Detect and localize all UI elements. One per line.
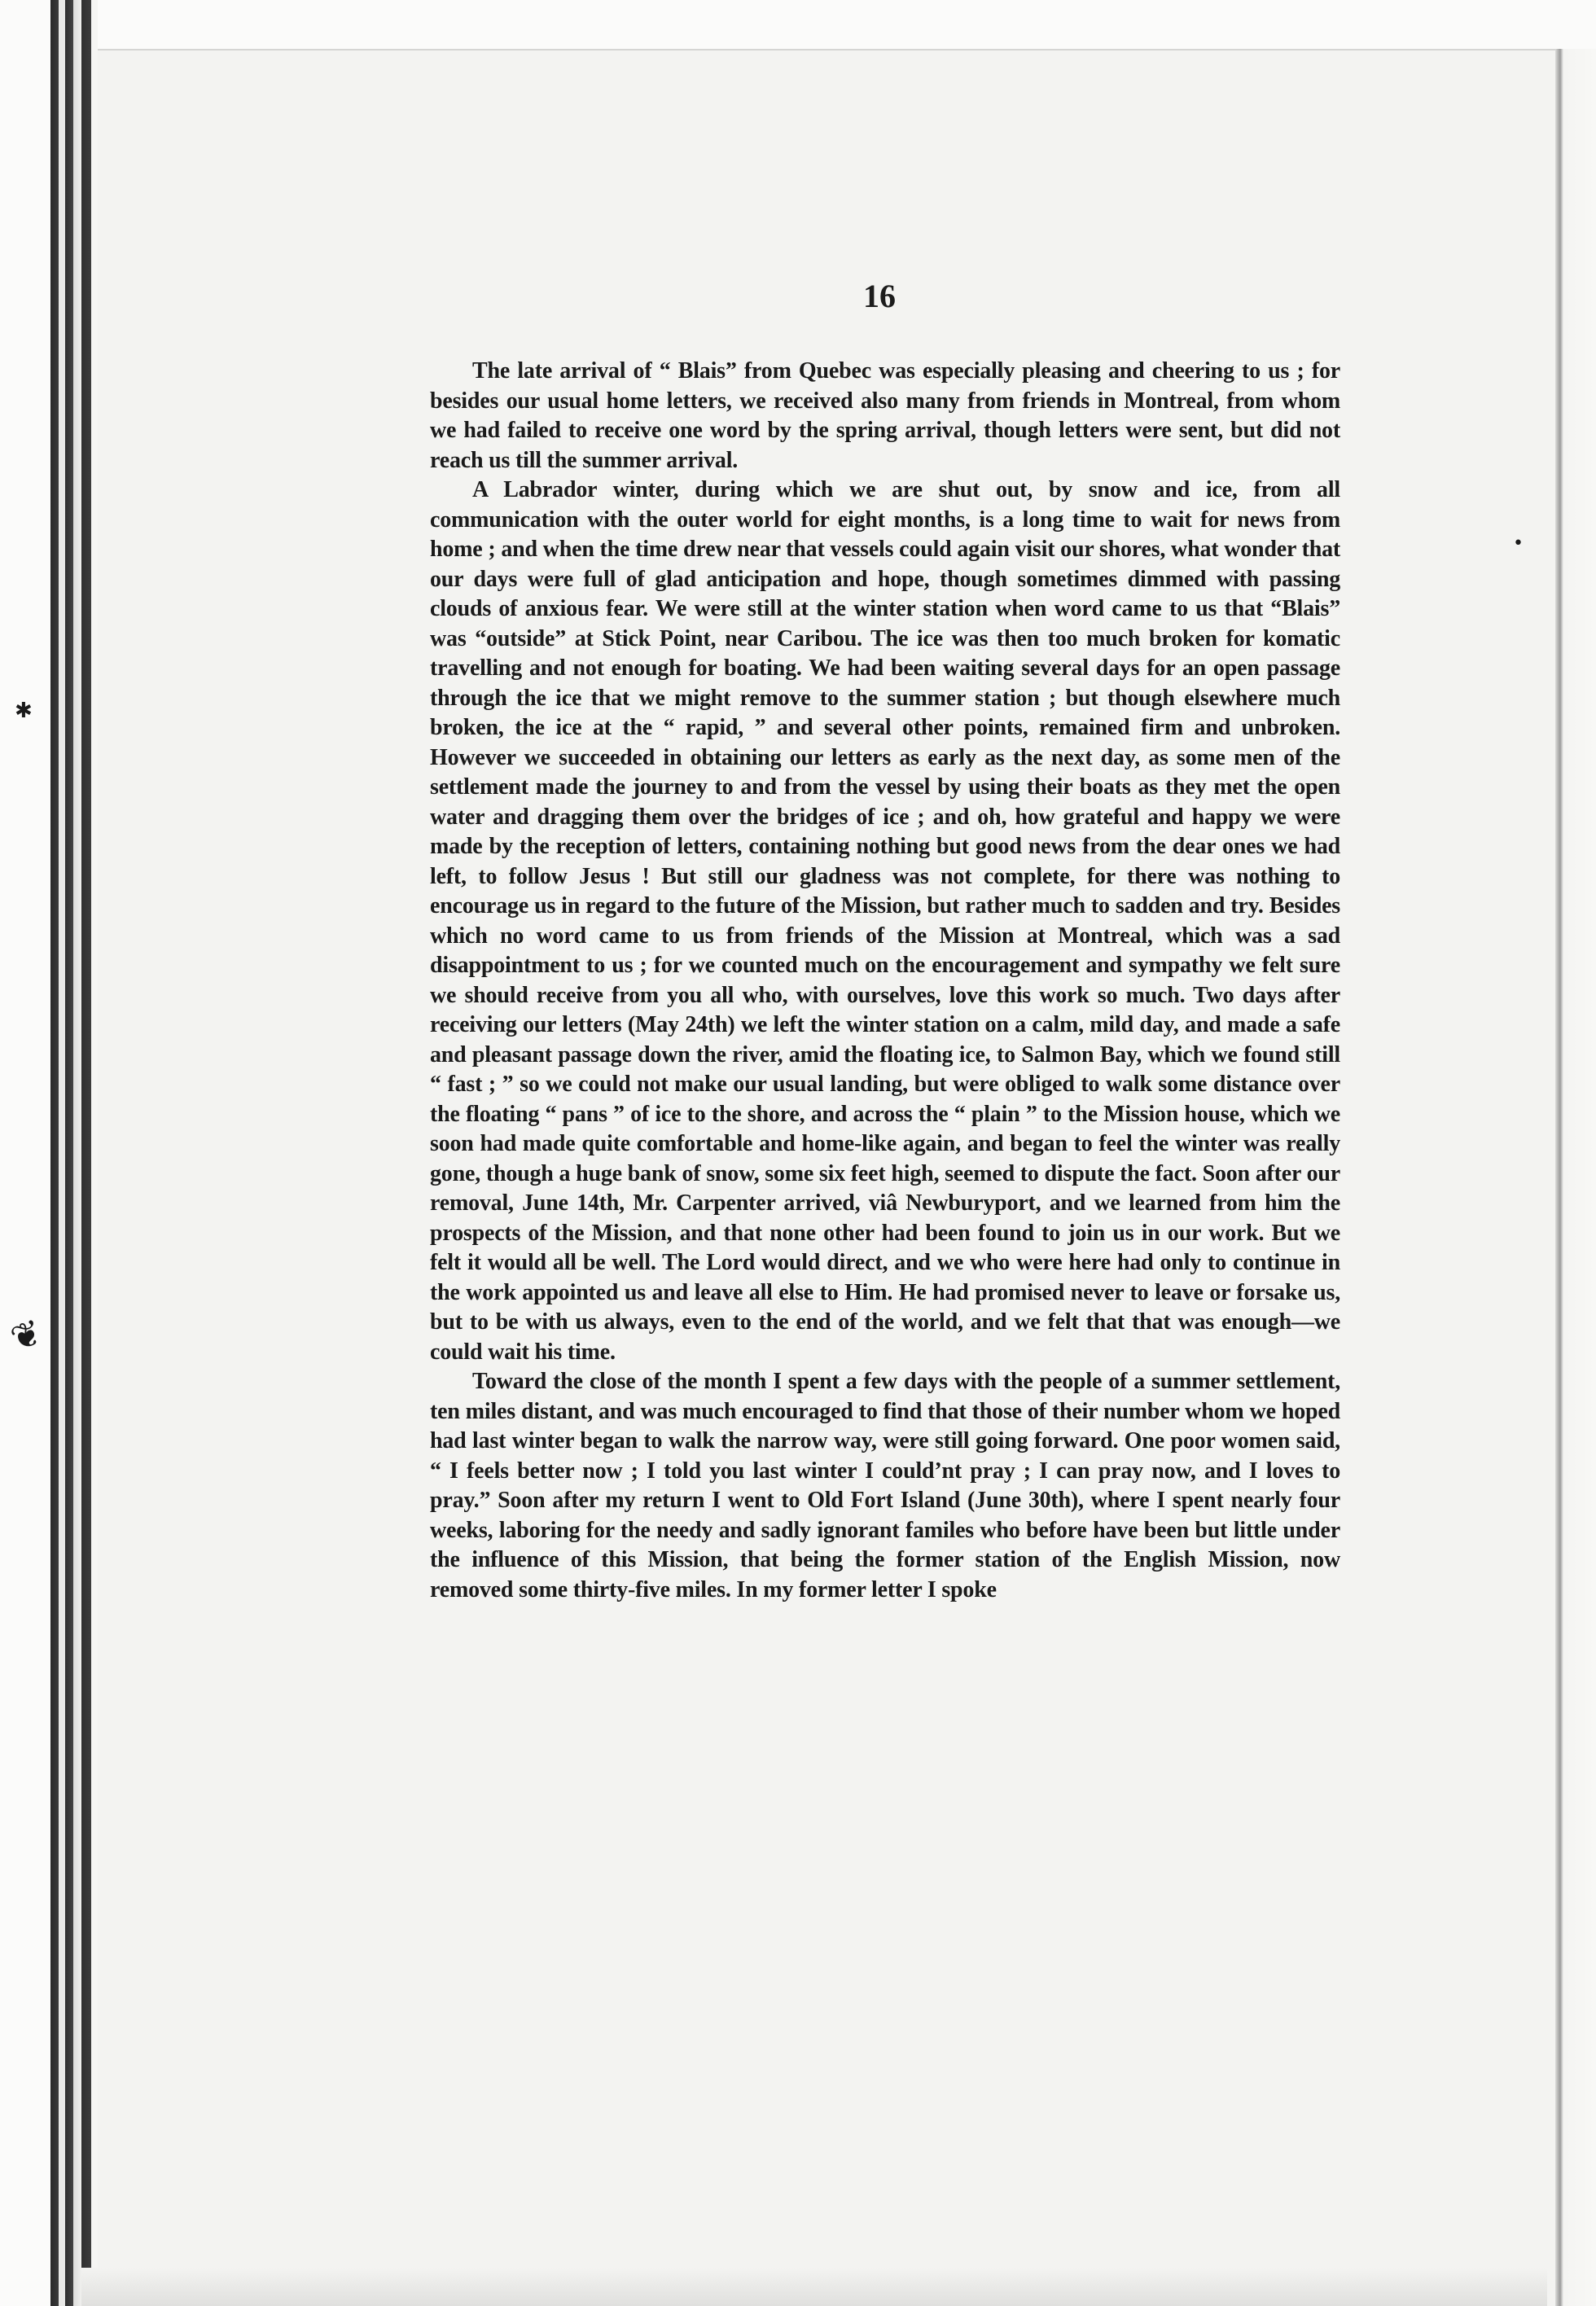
page-top-edge — [81, 0, 1596, 50]
page-bottom-shadow — [81, 2268, 1547, 2306]
paragraph-1: The late arrival of “ Blais” from Quebec was especially pleasing and cheering to us ; for besides our usual home letters, we received also many from friends in Montreal, from whom we had failed to receive one word by the spring arrival, though letters were sent, but did not reach us till the summer arrival. — [430, 358, 1340, 473]
dot-mark-icon: • — [1513, 533, 1524, 554]
page-number: 16 — [863, 278, 896, 314]
ink-stain-mark-icon: ❦ — [5, 1311, 48, 1361]
book-binding — [0, 0, 98, 2306]
page-right-edge — [1555, 49, 1596, 2306]
body-text — [430, 357, 1340, 1605]
asterisk-mark-icon: ✱ — [15, 699, 33, 723]
paragraph-2: A Labrador winter, during which we are shut out, by snow and ice, from all communication with the outer world for eight months, is a long time to wait for news from home ; and when the time drew near that vessels could again visit our shores, what wonder that our days were full of glad anticipation and hope, though sometimes dimmed with passing clouds of anxious fear. We were still at the winter station when word came to us that “Blais” was “outside” at Stick Point, near Caribou. The ice was then too much broken for komatic travelling and not enough for boating. We had been waiting several days for an open passage through the ice that we might remove to the summer station ; but though elsewhere much broken, the ice at the “ rapid, ” and several other points, remained firm and unbroken. However we succeeded in obtaining our letters as early as the next day, as some men of the settlement made the journey to and from the vessel by using their boats as they met the open water and dragging them over the bridges of ice ; and oh, how grateful and happy we were made by the reception of letters, containing nothing but good news from the dear ones we had left, to follow Jesus ! But still our gladness was not complete, for there was nothing to encourage us in regard to the future of the Mission, but rather much to sadden and try. Besides which no word came to us from friends of the Mission at Montreal, which was a sad disappointment to us ; for we counted much on the encouragement and sympathy we felt sure we should receive from you all who, with ourselves, love this work so much. Two days after receiving our letters (May 24th) we left the winter station on a calm, mild day, and made a safe and pleasant passage down the river, amid the floating ice, to Salmon Bay, which we found still “ fast ; ” so we could not make our usual landing, but were obliged to walk some distance over the floating “ pans ” of ice to the shore, and across the “ plain ” to the Mission house, which we soon had made quite comfortable and home-like again, and began to feel the winter was really gone, though a huge bank of snow, some six feet high, seemed to dispute the fact. Soon after our removal, June 14th, Mr. Carpenter arrived, viâ Newburyport, and we learned from him the prospects of the Mission, and that none other had been found to join us in our work. But we felt it would all be well. The Lord would direct, and we who were here had only to continue in the work appointed us and leave all else to Him. He had promised never to leave or forsake us, but to be with us always, even to the end of the world, and we felt that that was enough—we could wait his time. — [430, 477, 1340, 1365]
paragraph-3: Toward the close of the month I spent a few days with the people of a summer settlement, ten miles distant, and was much encouraged to find that those of their number whom we hoped had last winter began to walk the narrow way, were still going forward. One poor women said, “ I feels better now ; I told you last winter I could’nt pray ; I can pray now, and I loves to pray.” Soon after my return I went to Old Fort Island (June 30th), where I spent nearly four weeks, laboring for the needy and sadly ignorant familes who before have been but little under the influence of this Mission, that being the former station of the English Mission, now removed some thirty-five miles. In my former letter I spoke — [430, 1369, 1340, 1602]
